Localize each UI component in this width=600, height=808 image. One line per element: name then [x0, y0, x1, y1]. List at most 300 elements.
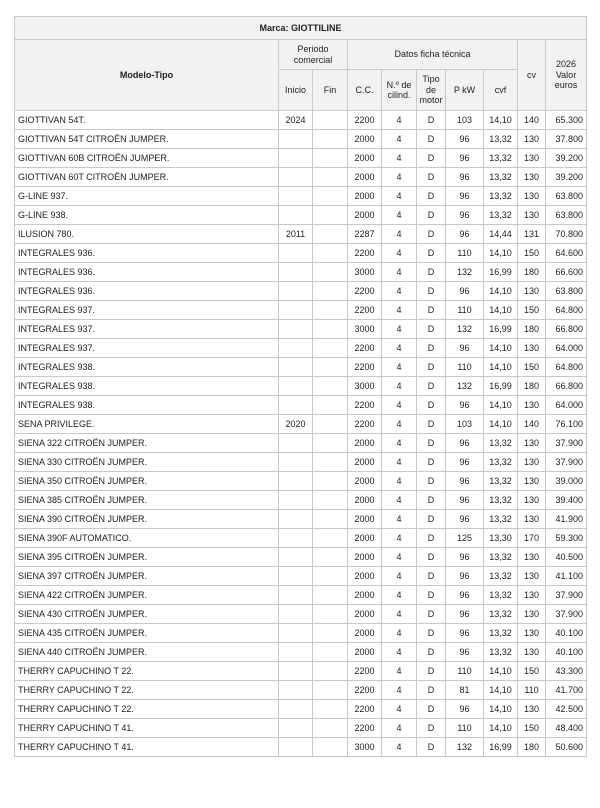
cell-modelo-tipo: INTEGRALES 938.	[15, 396, 279, 415]
cell-cv: 130	[518, 282, 546, 301]
cell-inicio	[279, 244, 313, 263]
table-row	[15, 586, 587, 605]
cell-valor: 63.800	[546, 187, 587, 206]
cell-fin	[313, 149, 348, 168]
cell-cvf: 13,30	[484, 529, 518, 548]
cell-cilindros: 4	[382, 529, 417, 548]
cell-cilindros: 4	[382, 415, 417, 434]
cell-cvf: 14,10	[484, 358, 518, 377]
cell-valor: 39.200	[546, 149, 587, 168]
cell-cc: 3000	[348, 263, 382, 282]
cell-cc: 2200	[348, 358, 382, 377]
cell-modelo-tipo: INTEGRALES 938.	[15, 358, 279, 377]
cell-fin	[313, 377, 348, 396]
cell-cvf: 13,32	[484, 472, 518, 491]
cell-pkw: 110	[446, 358, 484, 377]
cell-inicio	[279, 719, 313, 738]
cell-fin	[313, 206, 348, 225]
cell-inicio	[279, 206, 313, 225]
cell-pkw: 103	[446, 111, 484, 130]
cell-cv: 180	[518, 320, 546, 339]
cell-fin	[313, 244, 348, 263]
cell-inicio	[279, 548, 313, 567]
cell-cilindros: 4	[382, 320, 417, 339]
cell-cv: 130	[518, 624, 546, 643]
cell-valor: 39.200	[546, 168, 587, 187]
cell-cc: 2000	[348, 586, 382, 605]
cell-cilindros: 4	[382, 377, 417, 396]
cell-pkw: 110	[446, 301, 484, 320]
cell-modelo-tipo: GIOTTIVAN 54T.	[15, 111, 279, 130]
cell-modelo-tipo: THERRY CAPUCHINO T 41.	[15, 719, 279, 738]
cell-inicio	[279, 567, 313, 586]
table-row	[15, 320, 587, 339]
cell-cc: 2200	[348, 244, 382, 263]
cell-valor: 41.700	[546, 681, 587, 700]
cell-fin	[313, 529, 348, 548]
cell-cc: 2200	[348, 681, 382, 700]
cell-cvf: 13,32	[484, 491, 518, 510]
cell-cv: 130	[518, 396, 546, 415]
cell-valor: 37.900	[546, 434, 587, 453]
cell-fin	[313, 700, 348, 719]
cell-tipo-motor: D	[417, 567, 446, 586]
cell-inicio	[279, 282, 313, 301]
cell-cc: 2000	[348, 130, 382, 149]
cell-cc: 2000	[348, 472, 382, 491]
cell-cvf: 13,32	[484, 510, 518, 529]
cell-valor: 64.600	[546, 244, 587, 263]
cell-pkw: 96	[446, 491, 484, 510]
cell-modelo-tipo: THERRY CAPUCHINO T 41.	[15, 738, 279, 757]
cell-tipo-motor: D	[417, 681, 446, 700]
cell-tipo-motor: D	[417, 130, 446, 149]
cell-pkw: 132	[446, 377, 484, 396]
table-row	[15, 700, 587, 719]
table-row	[15, 130, 587, 149]
cell-fin	[313, 111, 348, 130]
table-row	[15, 111, 587, 130]
cell-inicio	[279, 510, 313, 529]
cell-tipo-motor: D	[417, 244, 446, 263]
table-row	[15, 738, 587, 757]
cell-fin	[313, 491, 348, 510]
cell-cc: 2000	[348, 187, 382, 206]
cell-tipo-motor: D	[417, 586, 446, 605]
cell-valor: 50.600	[546, 738, 587, 757]
table-row	[15, 719, 587, 738]
cell-pkw: 132	[446, 738, 484, 757]
table-row	[15, 339, 587, 358]
cell-inicio	[279, 529, 313, 548]
cell-cv: 130	[518, 434, 546, 453]
cell-pkw: 96	[446, 282, 484, 301]
cell-cv: 130	[518, 586, 546, 605]
cell-tipo-motor: D	[417, 377, 446, 396]
table-row	[15, 681, 587, 700]
cell-pkw: 132	[446, 320, 484, 339]
cell-cvf: 14,10	[484, 662, 518, 681]
cell-cvf: 16,99	[484, 320, 518, 339]
cell-pkw: 96	[446, 453, 484, 472]
cell-cc: 2000	[348, 548, 382, 567]
cell-fin	[313, 586, 348, 605]
cell-pkw: 96	[446, 624, 484, 643]
cell-cv: 170	[518, 529, 546, 548]
header-cvf: cvf	[484, 70, 518, 111]
cell-inicio	[279, 738, 313, 757]
cell-inicio	[279, 605, 313, 624]
cell-tipo-motor: D	[417, 206, 446, 225]
cell-cvf: 14,10	[484, 301, 518, 320]
cell-pkw: 96	[446, 434, 484, 453]
cell-modelo-tipo: INTEGRALES 938.	[15, 377, 279, 396]
cell-cc: 2200	[348, 301, 382, 320]
header-cc: C.C.	[348, 70, 382, 111]
cell-cc: 2200	[348, 111, 382, 130]
table-row	[15, 206, 587, 225]
cell-inicio	[279, 130, 313, 149]
cell-cc: 2000	[348, 510, 382, 529]
cell-fin	[313, 396, 348, 415]
cell-cv: 150	[518, 358, 546, 377]
cell-cc: 3000	[348, 320, 382, 339]
cell-cv: 150	[518, 719, 546, 738]
cell-valor: 41.900	[546, 510, 587, 529]
cell-fin	[313, 662, 348, 681]
table-row	[15, 358, 587, 377]
cell-cv: 130	[518, 567, 546, 586]
table-row	[15, 510, 587, 529]
cell-cc: 2200	[348, 339, 382, 358]
cell-tipo-motor: D	[417, 510, 446, 529]
table-row	[15, 415, 587, 434]
cell-pkw: 96	[446, 548, 484, 567]
cell-modelo-tipo: SIENA 430 CITROËN JUMPER.	[15, 605, 279, 624]
cell-cv: 130	[518, 149, 546, 168]
cell-modelo-tipo: THERRY CAPUCHINO T 22.	[15, 700, 279, 719]
cell-modelo-tipo: GIOTTIVAN 54T CITROËN JUMPER.	[15, 130, 279, 149]
table-row	[15, 472, 587, 491]
cell-tipo-motor: D	[417, 320, 446, 339]
cell-pkw: 110	[446, 719, 484, 738]
cell-cc: 3000	[348, 377, 382, 396]
table-row	[15, 301, 587, 320]
cell-cv: 180	[518, 738, 546, 757]
cell-modelo-tipo: INTEGRALES 937.	[15, 301, 279, 320]
table-row	[15, 605, 587, 624]
cell-cilindros: 4	[382, 681, 417, 700]
cell-cc: 2200	[348, 662, 382, 681]
cell-cvf: 14,10	[484, 396, 518, 415]
cell-inicio	[279, 396, 313, 415]
cell-inicio: 2020	[279, 415, 313, 434]
cell-tipo-motor: D	[417, 738, 446, 757]
cell-cvf: 13,32	[484, 567, 518, 586]
cell-fin	[313, 548, 348, 567]
cell-cc: 2000	[348, 605, 382, 624]
cell-cc: 2000	[348, 149, 382, 168]
header-modelo-tipo: Modelo-Tipo	[15, 40, 279, 111]
cell-fin	[313, 282, 348, 301]
cell-inicio	[279, 643, 313, 662]
cell-cvf: 14,10	[484, 415, 518, 434]
cell-pkw: 96	[446, 396, 484, 415]
cell-cilindros: 4	[382, 510, 417, 529]
cell-cilindros: 4	[382, 662, 417, 681]
cell-valor: 66.800	[546, 320, 587, 339]
cell-tipo-motor: D	[417, 643, 446, 662]
cell-pkw: 103	[446, 415, 484, 434]
cell-modelo-tipo: SIENA 385 CITROËN JUMPER.	[15, 491, 279, 510]
cell-cvf: 13,32	[484, 130, 518, 149]
table-body	[15, 111, 587, 757]
cell-cilindros: 4	[382, 225, 417, 244]
cell-tipo-motor: D	[417, 491, 446, 510]
cell-tipo-motor: D	[417, 662, 446, 681]
cell-inicio	[279, 453, 313, 472]
cell-fin	[313, 719, 348, 738]
cell-pkw: 96	[446, 510, 484, 529]
cell-tipo-motor: D	[417, 548, 446, 567]
cell-inicio	[279, 149, 313, 168]
cell-fin	[313, 624, 348, 643]
cell-inicio	[279, 472, 313, 491]
cell-tipo-motor: D	[417, 605, 446, 624]
cell-valor: 43.300	[546, 662, 587, 681]
cell-valor: 66.800	[546, 377, 587, 396]
cell-cc: 2287	[348, 225, 382, 244]
cell-tipo-motor: D	[417, 263, 446, 282]
cell-fin	[313, 434, 348, 453]
cell-cv: 180	[518, 263, 546, 282]
cell-cilindros: 4	[382, 168, 417, 187]
cell-tipo-motor: D	[417, 472, 446, 491]
cell-cilindros: 4	[382, 263, 417, 282]
cell-cv: 150	[518, 301, 546, 320]
cell-valor: 37.900	[546, 453, 587, 472]
cell-cilindros: 4	[382, 149, 417, 168]
cell-cilindros: 4	[382, 453, 417, 472]
cell-inicio	[279, 263, 313, 282]
cell-inicio	[279, 358, 313, 377]
cell-cilindros: 4	[382, 396, 417, 415]
cell-fin	[313, 567, 348, 586]
cell-cc: 2200	[348, 719, 382, 738]
cell-fin	[313, 510, 348, 529]
cell-cilindros: 4	[382, 624, 417, 643]
cell-tipo-motor: D	[417, 624, 446, 643]
cell-cilindros: 4	[382, 472, 417, 491]
cell-cvf: 16,99	[484, 377, 518, 396]
table-row	[15, 662, 587, 681]
cell-cv: 140	[518, 415, 546, 434]
cell-cvf: 16,99	[484, 263, 518, 282]
cell-cv: 130	[518, 700, 546, 719]
cell-cc: 2000	[348, 643, 382, 662]
cell-cc: 2200	[348, 700, 382, 719]
cell-valor: 64.800	[546, 301, 587, 320]
header-cilindros: N.º de cilind.	[382, 70, 417, 111]
cell-tipo-motor: D	[417, 111, 446, 130]
cell-cvf: 13,32	[484, 605, 518, 624]
header-fin: Fin	[313, 70, 348, 111]
cell-fin	[313, 472, 348, 491]
cell-valor: 41.100	[546, 567, 587, 586]
cell-modelo-tipo: SIENA 390 CITROËN JUMPER.	[15, 510, 279, 529]
cell-cilindros: 4	[382, 434, 417, 453]
table-row	[15, 529, 587, 548]
cell-cc: 3000	[348, 738, 382, 757]
table-row	[15, 624, 587, 643]
cell-cvf: 14,10	[484, 339, 518, 358]
cell-tipo-motor: D	[417, 396, 446, 415]
cell-modelo-tipo: INTEGRALES 937.	[15, 320, 279, 339]
cell-cvf: 13,32	[484, 453, 518, 472]
cell-cvf: 14,10	[484, 282, 518, 301]
cell-valor: 37.900	[546, 586, 587, 605]
cell-cilindros: 4	[382, 643, 417, 662]
cell-modelo-tipo: INTEGRALES 936.	[15, 282, 279, 301]
cell-tipo-motor: D	[417, 282, 446, 301]
cell-inicio	[279, 586, 313, 605]
cell-cvf: 14,10	[484, 244, 518, 263]
cell-valor: 70.800	[546, 225, 587, 244]
cell-pkw: 96	[446, 605, 484, 624]
cell-cv: 130	[518, 168, 546, 187]
header-inicio: Inicio	[279, 70, 313, 111]
cell-cilindros: 4	[382, 187, 417, 206]
table-row	[15, 491, 587, 510]
table-row	[15, 149, 587, 168]
cell-cv: 130	[518, 491, 546, 510]
cell-valor: 76.100	[546, 415, 587, 434]
table-row	[15, 377, 587, 396]
table-row	[15, 168, 587, 187]
cell-modelo-tipo: SIENA 322 CITROËN JUMPER.	[15, 434, 279, 453]
cell-cv: 130	[518, 510, 546, 529]
cell-cc: 2000	[348, 168, 382, 187]
cell-fin	[313, 358, 348, 377]
cell-modelo-tipo: SIENA 397 CITROËN JUMPER.	[15, 567, 279, 586]
table-row	[15, 396, 587, 415]
cell-valor: 63.800	[546, 206, 587, 225]
cell-valor: 63.800	[546, 282, 587, 301]
header-pkw: P kW	[446, 70, 484, 111]
cell-modelo-tipo: SIENA 440 CITROËN JUMPER.	[15, 643, 279, 662]
cell-modelo-tipo: INTEGRALES 936.	[15, 244, 279, 263]
cell-cc: 2000	[348, 624, 382, 643]
cell-cvf: 14,10	[484, 681, 518, 700]
cell-cilindros: 4	[382, 738, 417, 757]
cell-cilindros: 4	[382, 700, 417, 719]
cell-cilindros: 4	[382, 358, 417, 377]
cell-fin	[313, 225, 348, 244]
cell-inicio	[279, 187, 313, 206]
table-row	[15, 567, 587, 586]
cell-pkw: 125	[446, 529, 484, 548]
cell-modelo-tipo: SIENA 330 CITROËN JUMPER.	[15, 453, 279, 472]
cell-tipo-motor: D	[417, 453, 446, 472]
header-valor: 2026 Valor euros	[546, 40, 587, 111]
cell-modelo-tipo: THERRY CAPUCHINO T 22.	[15, 662, 279, 681]
cell-fin	[313, 130, 348, 149]
cell-modelo-tipo: SENA PRIVILEGE.	[15, 415, 279, 434]
cell-cv: 150	[518, 244, 546, 263]
cell-modelo-tipo: SIENA 350 CITROËN JUMPER.	[15, 472, 279, 491]
cell-valor: 66.600	[546, 263, 587, 282]
cell-cilindros: 4	[382, 491, 417, 510]
cell-cilindros: 4	[382, 719, 417, 738]
cell-fin	[313, 643, 348, 662]
cell-cvf: 14,10	[484, 111, 518, 130]
cell-valor: 64.000	[546, 396, 587, 415]
cell-fin	[313, 738, 348, 757]
cell-inicio	[279, 320, 313, 339]
table-row	[15, 187, 587, 206]
cell-modelo-tipo: G-LINE 937.	[15, 187, 279, 206]
table-row	[15, 225, 587, 244]
cell-inicio	[279, 339, 313, 358]
cell-inicio	[279, 700, 313, 719]
cell-cilindros: 4	[382, 282, 417, 301]
table-row	[15, 548, 587, 567]
cell-cv: 130	[518, 453, 546, 472]
cell-inicio: 2024	[279, 111, 313, 130]
cell-cvf: 13,32	[484, 187, 518, 206]
cell-cvf: 14,10	[484, 719, 518, 738]
header-periodo-comercial: Periodo comercial	[279, 40, 348, 70]
cell-tipo-motor: D	[417, 339, 446, 358]
cell-cc: 2000	[348, 434, 382, 453]
cell-fin	[313, 453, 348, 472]
header-tipo-motor: Tipo de motor	[417, 70, 446, 111]
cell-fin	[313, 187, 348, 206]
cell-inicio	[279, 491, 313, 510]
cell-fin	[313, 301, 348, 320]
cell-cvf: 16,99	[484, 738, 518, 757]
cell-cvf: 13,32	[484, 168, 518, 187]
cell-pkw: 110	[446, 244, 484, 263]
cell-cvf: 13,32	[484, 586, 518, 605]
cell-cilindros: 4	[382, 548, 417, 567]
cell-fin	[313, 681, 348, 700]
table-row	[15, 453, 587, 472]
cell-cv: 131	[518, 225, 546, 244]
cell-pkw: 96	[446, 586, 484, 605]
cell-pkw: 96	[446, 187, 484, 206]
cell-cilindros: 4	[382, 244, 417, 263]
cell-valor: 48.400	[546, 719, 587, 738]
cell-cv: 130	[518, 206, 546, 225]
cell-valor: 64.000	[546, 339, 587, 358]
cell-modelo-tipo: THERRY CAPUCHINO T 22.	[15, 681, 279, 700]
cell-cilindros: 4	[382, 206, 417, 225]
cell-tipo-motor: D	[417, 187, 446, 206]
cell-valor: 39.400	[546, 491, 587, 510]
cell-tipo-motor: D	[417, 415, 446, 434]
cell-cvf: 14,44	[484, 225, 518, 244]
cell-pkw: 96	[446, 130, 484, 149]
table-row	[15, 244, 587, 263]
cell-pkw: 132	[446, 263, 484, 282]
cell-inicio	[279, 681, 313, 700]
cell-valor: 40.100	[546, 624, 587, 643]
cell-cvf: 13,32	[484, 643, 518, 662]
cell-inicio	[279, 434, 313, 453]
cell-fin	[313, 339, 348, 358]
cell-cv: 180	[518, 377, 546, 396]
